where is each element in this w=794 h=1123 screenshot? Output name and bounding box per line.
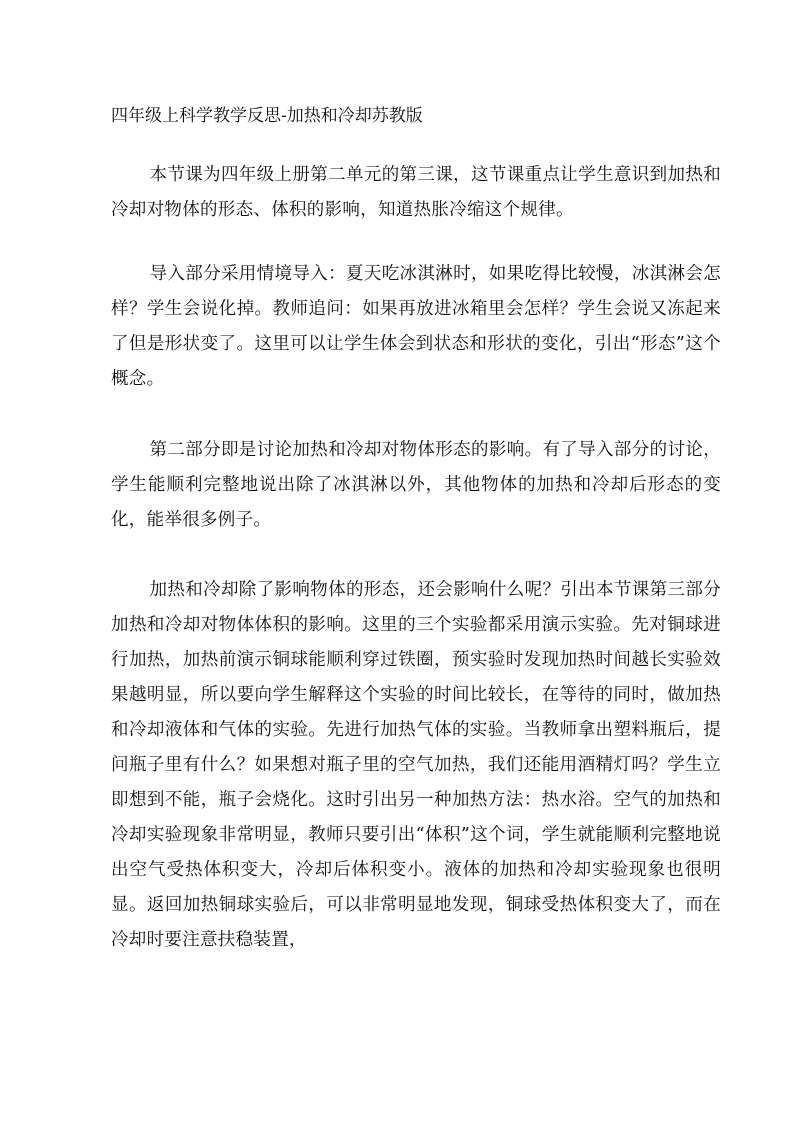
paragraph-part-two: 第二部分即是讨论加热和冷却对物体形态的影响。有了导入部分的讨论，学生能顺利完整地说出除了冰淇淋以外，其他物体的加热和冷却后形态的变化，能举很多例子。: [111, 440, 721, 530]
paragraph-intro: 本节课为四年级上册第二单元的第三课，这节课重点让学生意识到加热和冷却对物体的形态、体积的影响，知道热胀冷缩这个规律。: [111, 165, 721, 220]
document-title: 四年级上科学教学反思-加热和冷却苏教版: [111, 106, 423, 126]
paragraph-part-three: 加热和冷却除了影响物体的形态，还会影响什么呢？引出本节课第三部分加热和冷却对物体体积的影响。这里的三个实验都采用演示实验。先对铜球进行加热，加热前演示铜球能顺利穿过铁圈，预实验时发现加热时间越长实验效果越明显，所以要向学生解释这个实验的时间比较长，在等待的同时，做加热和冷却液体和气体的实验。先进行加热气体的实验。当教师拿出塑料瓶后，提问瓶子里有什么？如果想对瓶子里的空气加热，我们还能用酒精灯吗？学生立即想到不能，瓶子会烧化。这时引出另一种加热方法：热水浴。空气的加热和冷却实验现象非常明显，教师只要引出“体积”这个词，学生就能顺利完整地说出空气受热体积变大，冷却后体积变小。液体的加热和冷却实验现象也很明显。返回加热铜球实验后，可以非常明显地发现，铜球受热体积变大了，而在冷却时要注意扶稳装置，: [111, 580, 721, 950]
paragraph-lead-in: 导入部分采用情境导入：夏天吃冰淇淋时，如果吃得比较慢，冰淇淋会怎样？学生会说化掉。教师追问：如果再放进冰箱里会怎样？学生会说又冻起来了但是形状变了。这里可以让学生体会到状态和形状的变化，引出“形态”这个概念。: [111, 264, 721, 389]
